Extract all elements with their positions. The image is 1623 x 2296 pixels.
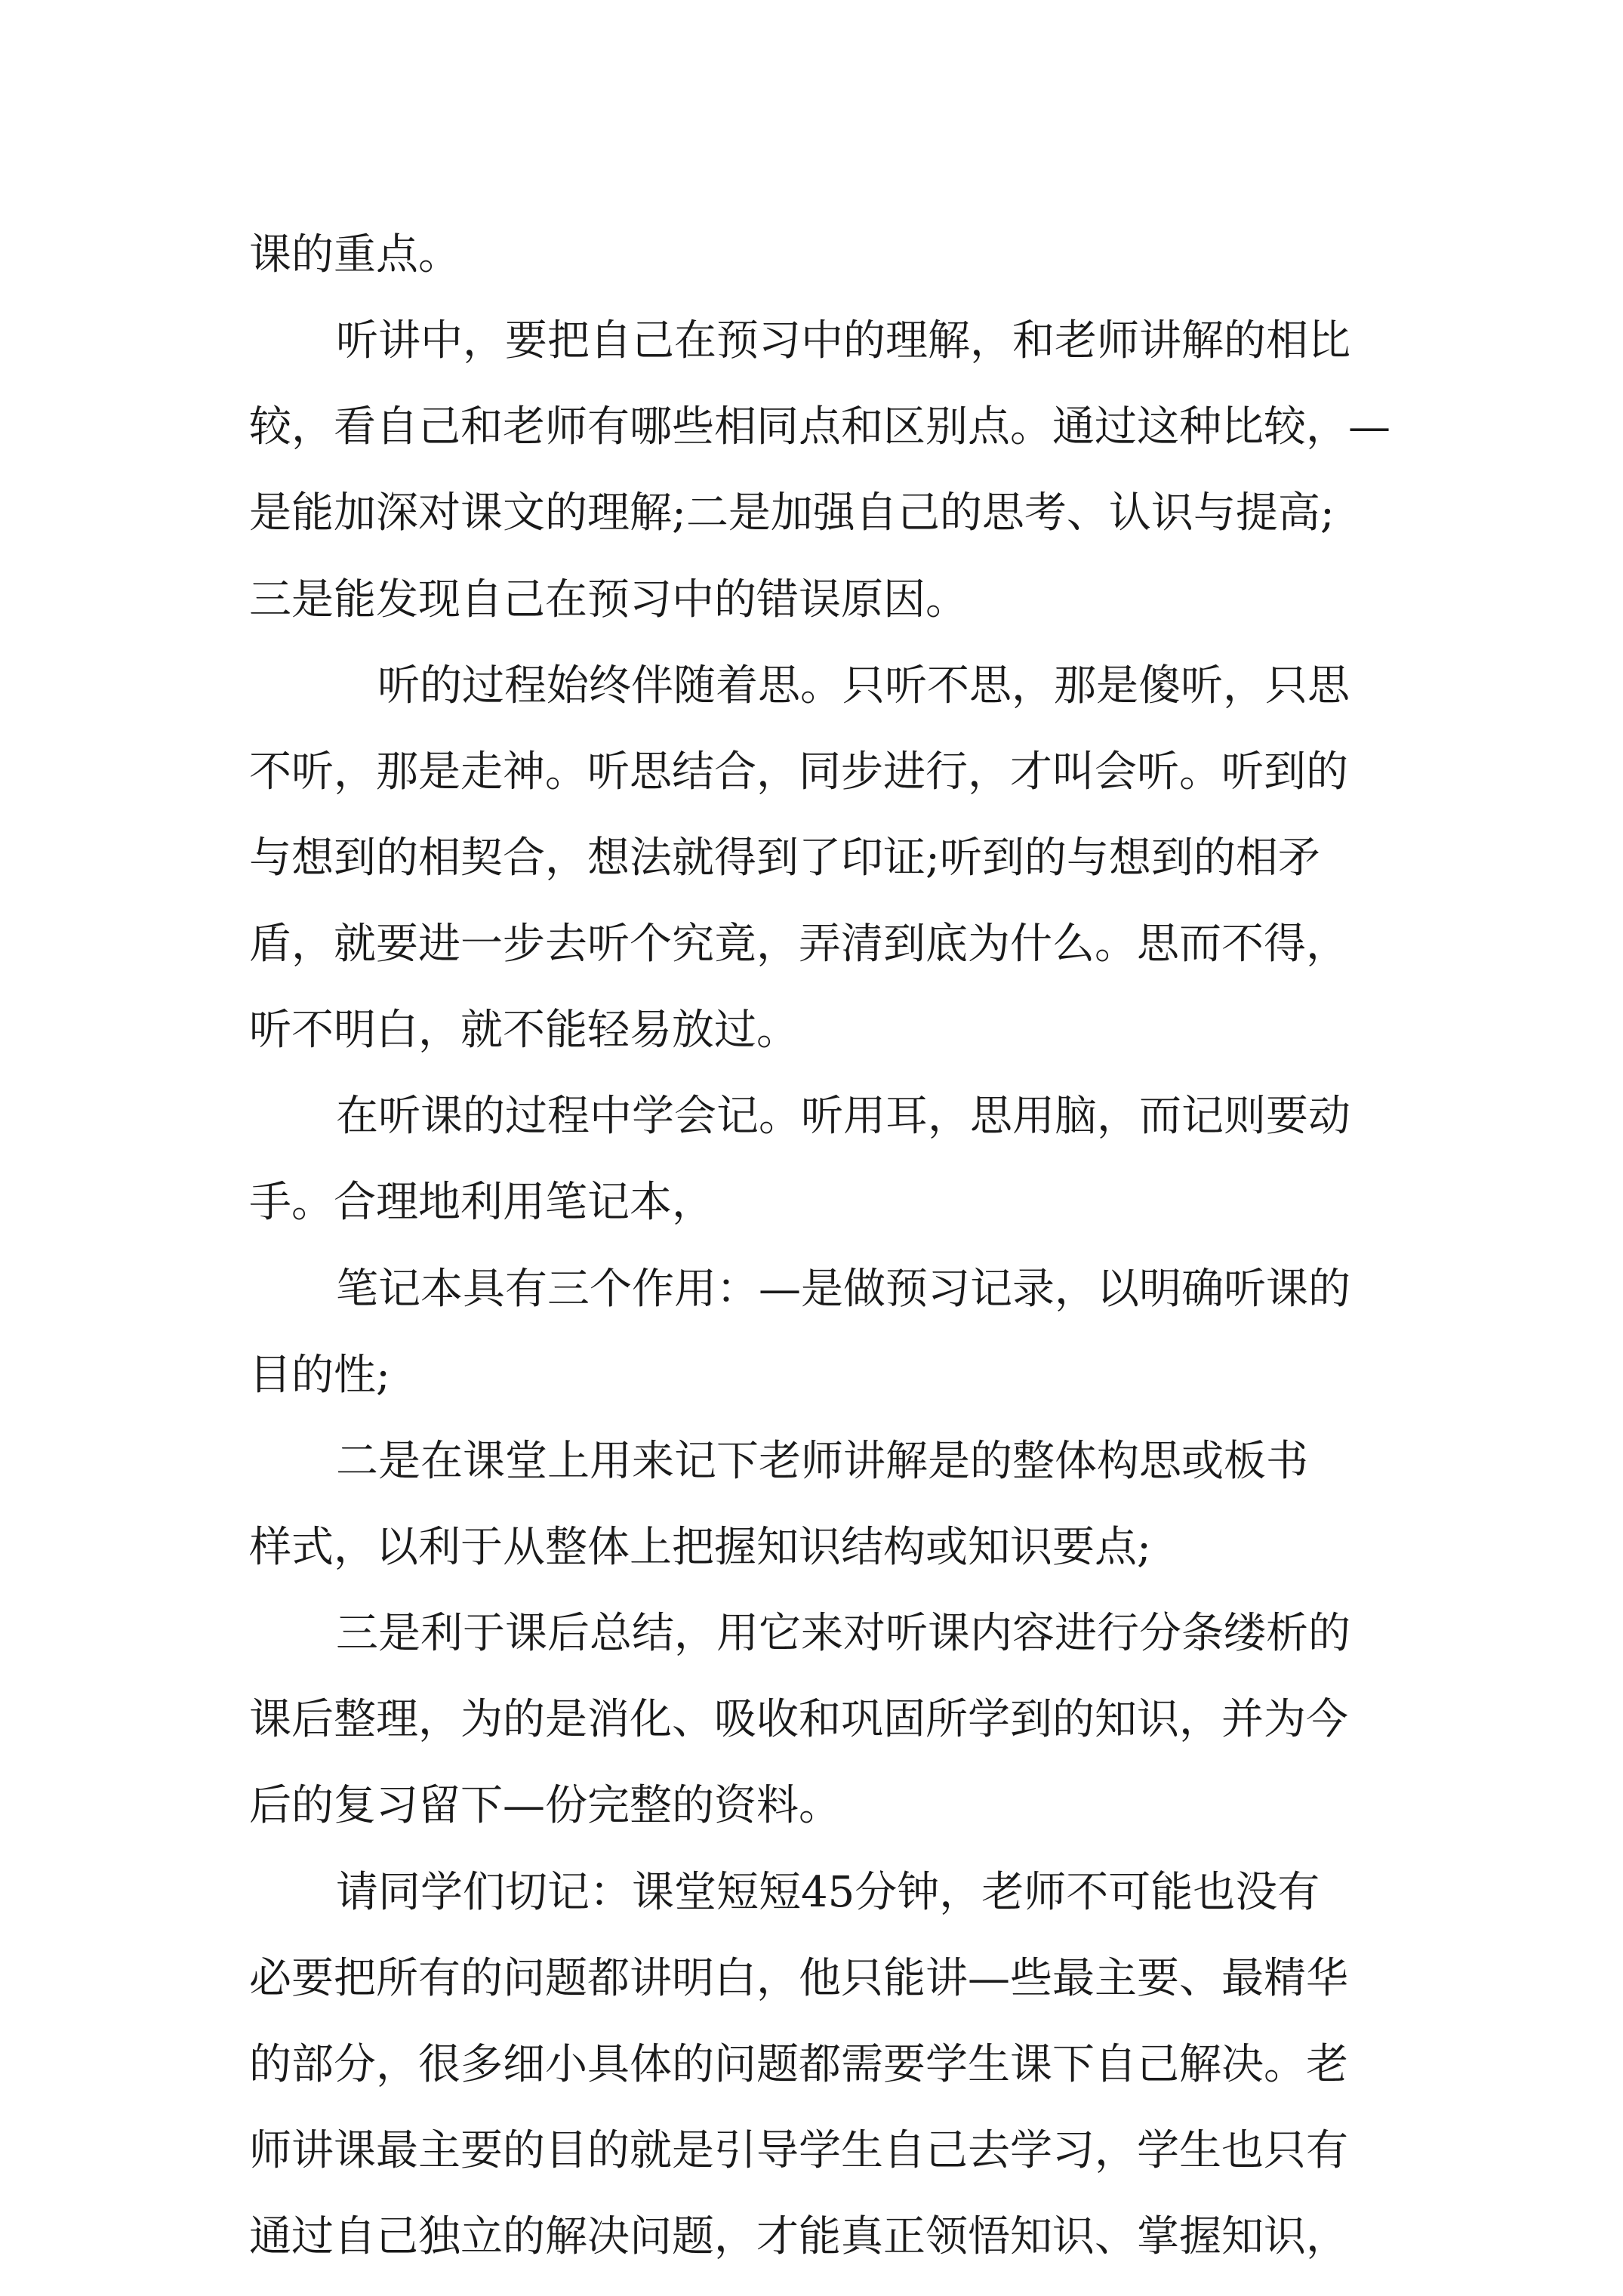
text-line: 较，看自己和老师有哪些相同点和区别点。通过这种比较，— [249, 402, 1390, 452]
text-line: 三是能发现自己在预习中的错误原因。 [249, 575, 968, 624]
text-line: 样式，以利于从整体上把握知识结构或知识要点; [249, 1523, 1151, 1572]
text-line: 目的性; [249, 1350, 390, 1400]
text-line: 在听课的过程中学会记。听用耳，思用脑，而记则要动 [336, 1092, 1350, 1142]
text-line: 的部分，很多细小具体的问题都需要学生课下自己解决。老 [249, 2039, 1348, 2089]
text-line: 听讲中，要把自己在预习中的理解，和老师讲解的相比 [336, 316, 1350, 366]
text-line: 课的重点。 [249, 230, 460, 279]
text-line: 盾，就要进一步去听个究竟，弄清到底为什么。思而不得， [249, 920, 1348, 969]
text-line: 三是利于课后总结，用它来对听课内容进行分条缕析的 [336, 1609, 1350, 1659]
text-line: 必要把所有的问题都讲明白，他只能讲—些最主要、最精华 [249, 1953, 1348, 2003]
text-line: 通过自己独立的解决问题，才能真正领悟知识、掌握知识， [249, 2212, 1348, 2261]
text-line: 手。合理地利用笔记本， [249, 1178, 714, 1228]
text-line: 听的过程始终伴随着思。只听不思，那是傻听，只思 [377, 661, 1350, 710]
text-line: 与想到的相契合，想法就得到了印证;听到的与想到的相矛 [249, 833, 1320, 883]
text-line: 师讲课最主要的目的就是引导学生自己去学习，学生也只有 [249, 2125, 1348, 2175]
text-line: 听不明白，就不能轻易放过。 [249, 1006, 799, 1056]
text-line: 课后整理，为的是消化、吸收和巩固所学到的知识，并为今 [249, 1695, 1348, 1745]
text-line: 二是在课堂上用来记下老师讲解是的整体构思或板书 [336, 1436, 1308, 1486]
text-line: 后的复习留下—份完整的资料。 [249, 1781, 841, 1831]
text-line: 笔记本具有三个作用：—是做预习记录，以明确听课的 [336, 1264, 1350, 1314]
text-line: 是能加深对课文的理解;二是加强自己的思考、认识与提高; [249, 488, 1335, 538]
text-line: 不听，那是走神。听思结合，同步进行，才叫会听。听到的 [249, 747, 1348, 797]
text-line: 请同学们切记：课堂短短45分钟，老师不可能也没有 [336, 1867, 1320, 1917]
